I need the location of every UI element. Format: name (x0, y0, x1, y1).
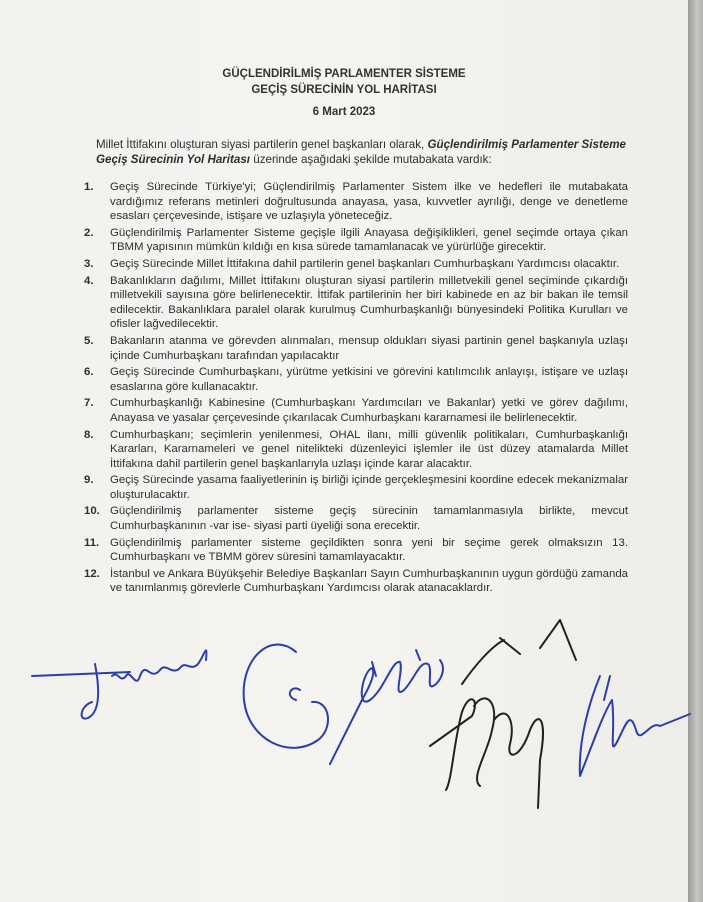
item-text: Cumhurbaşkanı; seçimlerin yenilenmesi, OHAL ilanı, milli güvenlik politikaları, Cumhurbaşkanlığı Kararları, Kararnameleri ve genel nitelikteki düzenleyici işlemler ile üst düzey atamalarda Millet İttifakına dahil partilerin genel başkanlarıyla uzlaşı içinde karar alacaktır. (110, 428, 628, 470)
item-text: Geçiş Sürecinde yasama faaliyetlerinin iş birliği içinde gerçekleşmesini koordine edecek mekanizmalar oluşturulacaktır. (110, 474, 628, 501)
item-number: 7. (84, 397, 94, 410)
intro-text-bold: Güçlendirilmiş Parlamenter Sisteme Geçiş Sürecinin Yol Haritası (96, 138, 627, 166)
signature-4 (430, 620, 576, 808)
item-text: Geçiş Sürecinde Türkiye'yi; Güçlendirilmiş Parlamenter Sistem ilke ve hedefleri ile mutabakata vardığımız referans metinleri doğrultusunda anayasa, yasa, kuvvetler ayrılığı, denge ve denetleme esasları çerçevesinde, istişare ve uzlaşıyla yöneteceğiz. (110, 181, 628, 223)
item-text: Geçiş Sürecinde Cumhurbaşkanı, yürütme yetkisini ve görevini katılımcılık anlayışı, istişare ve uzlaşı esaslarına göre kullanacaktır. (110, 366, 628, 393)
title-line-1: GÜÇLENDİRİLMİŞ PARLAMENTER SİSTEME (222, 68, 466, 80)
signature-1 (32, 650, 207, 718)
signature-2 (244, 645, 328, 748)
item-number: 12. (84, 567, 100, 580)
item-text: Güçlendirilmiş parlamenter sisteme geçiş sürecinin tamamlanmasıyla birlikte, mevcut Cumhurbaşkanının -var ise- siyasi parti üyeliği sona erecektir. (110, 505, 628, 533)
item-text: Güçlendirilmiş Parlamenter Sisteme geçişle ilgili Anayasa değişiklikleri, genel seçimde ortaya çıkan TBMM yapısının mümkün kıldığı en kısa sürede tamamlanacak ve yürürlüğe girecektir. (110, 226, 628, 254)
item-text: Geçiş Sürecinde Millet İttifakına dahil partilerin genel başkanları Cumhurbaşkanı Yardımcısı olacaktır. (110, 257, 620, 270)
intro-text-post: üzerinde aşağıdaki şekilde mutabakata vardık: (253, 153, 492, 166)
intro-text-pre: Millet İttifakını oluşturan siyasi partilerin genel başkanları olarak, (96, 138, 425, 151)
item-text: Bakanlıkların dağılımı, Millet İttifakını oluşturan siyasi partilerin milletvekili genel seçiminde çıkardığı milletvekili sayısına göre belirlenecektir. İttifak partilerinin her biri kabinede en az bir bakan ile temsil edilecektir. Bakanlıklara paralel olarak kurulmuş Cumhurbaşkanlığı bünyesindeki Politika Kurulları ve ofisler lağvedilecektir. (110, 274, 628, 331)
item-number: 11. (84, 536, 100, 549)
item-number: 4. (84, 274, 94, 287)
document-date: 6 Mart 2023 (312, 106, 376, 118)
title-line-2: GEÇİŞ SÜRECİNİN YOL HARİTASI (251, 84, 437, 96)
item-number: 10. (84, 505, 100, 518)
item-number: 1. (84, 181, 94, 193)
item-number: 5. (84, 334, 94, 347)
item-number: 2. (84, 226, 94, 239)
signature-5 (580, 676, 690, 776)
item-number: 6. (84, 366, 94, 379)
item-number: 8. (84, 428, 94, 441)
item-text: Bakanların atanma ve görevden alınmaları, mensup oldukları siyasi partinin genel başkanıyla uzlaşı içinde Cumhurbaşkanı tarafından yapılacaktır (110, 334, 628, 362)
signature-3 (330, 650, 443, 764)
item-number: 9. (84, 474, 94, 487)
item-text: İstanbul ve Ankara Büyükşehir Belediye Başkanları Sayın Cumhurbaşkanının uygun gördüğü zamanda ve tanımlanmış görevlerle Cumhurbaşkanı Yardımcısı olarak atanacaklardır. (110, 567, 628, 595)
item-text: Cumhurbaşkanlığı Kabinesine (Cumhurbaşkanı Yardımcıları ve Bakanlar) yetki ve görev dağılımı, Anayasa ve yasalar çerçevesinde çıkarılacak Cumhurbaşkanı kararnamesi ile belirlenecektir. (110, 397, 628, 424)
item-text: Güçlendirilmiş parlamenter sisteme geçildikten sonra yeni bir seçime gerek olmaksızın 13. Cumhurbaşkanı ve TBMM görev süresini tamamlayacaktır. (110, 536, 628, 564)
item-number: 3. (84, 257, 94, 270)
